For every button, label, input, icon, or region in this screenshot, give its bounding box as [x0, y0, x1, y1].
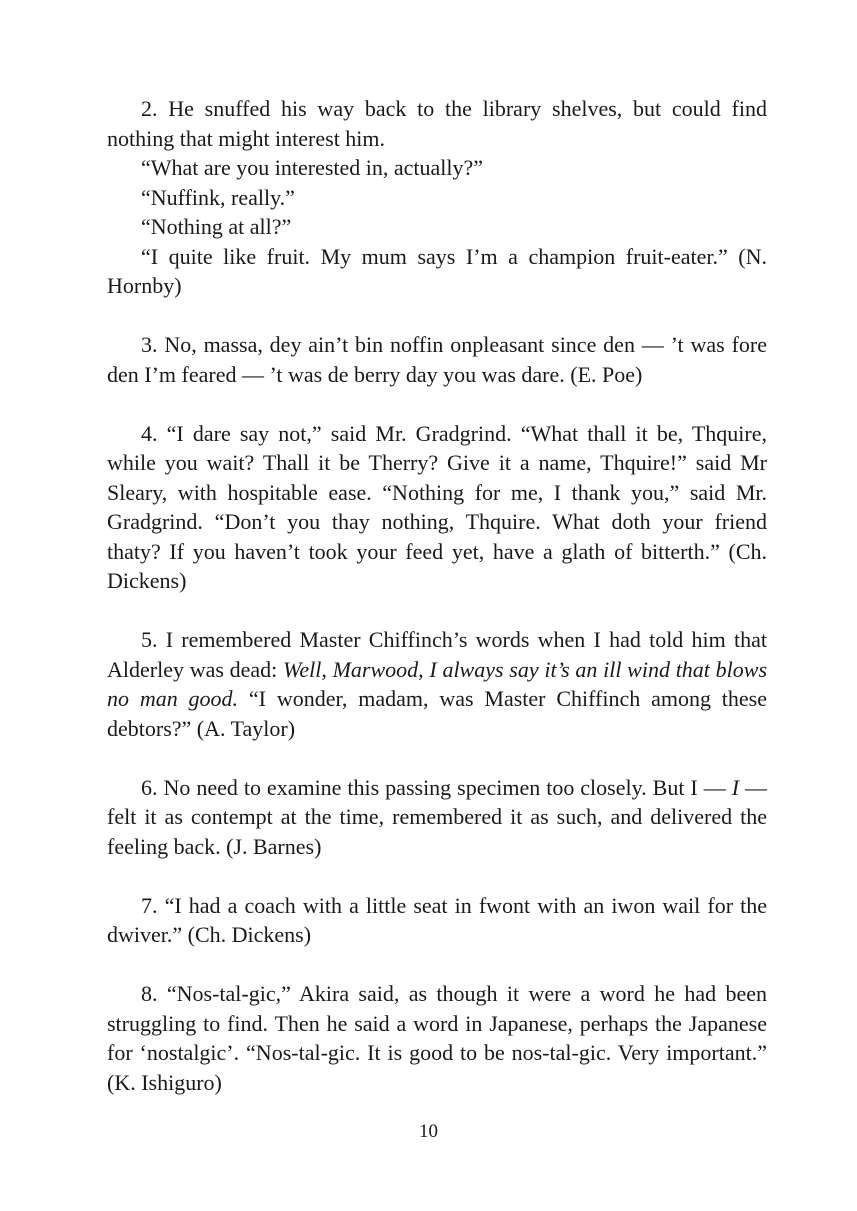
exercise-7: 7. “I had a coach with a little seat in fwont with an iwon wail for the dwiver.” (Ch. Dickens): [107, 892, 767, 947]
paragraph-gap: [107, 950, 767, 980]
paragraph-gap: [107, 596, 767, 626]
paragraph-gap: [107, 389, 767, 419]
exercise-6: [107, 773, 767, 862]
exercise-2-line-4: “Nothing at all?”: [141, 214, 292, 239]
page-body: [107, 94, 767, 1097]
exercise-2-line-1: 2. He snuffed his way back to the library shelves, but could find nothing that might interest him.: [107, 96, 767, 151]
exercise-2-line-5: “I quite like fruit. My mum says I’m a champion fruit-eater.” (N. Hornby): [107, 243, 767, 298]
exercise-6-text-after: — felt it as contempt at the time, remembered it as such, and delivered the feeling back. (J. Barnes): [107, 774, 768, 859]
exercise-3: 3. No, massa, dey ain’t bin noffin onpleasant since den — ’t was fore den I’m feared — ’t was de berry day you was dare. (E. Poe): [107, 332, 767, 387]
exercise-2-line-2: “What are you interested in, actually?”: [141, 155, 484, 180]
exercise-2-line-3: “Nuffink, really.”: [141, 184, 295, 210]
exercise-5: [107, 625, 767, 743]
exercise-5-italic-quote: Well, Marwood, I always say it’s an ill wind that blows no man good.: [107, 656, 768, 711]
exercise-8: 8. “Nos-tal-gic,” Akira said, as though it were a word he had been struggling to find. Then he said a word in Japanese, perhaps the Japanese for ‘nostalgic’. “Nos-tal-gic. It is good to be nos-tal-gic. Very important.” (K. Ishiguro): [107, 981, 767, 1095]
exercise-6-text-before: 6. No need to examine this passing specimen too closely. But I —: [141, 774, 732, 800]
exercise-5-text-before: 5. I remembered Master Chiffinch’s words when I had told him that Alderley was dead:: [107, 627, 767, 682]
paragraph-gap: [107, 743, 767, 773]
exercise-6-italic-word: I: [731, 774, 740, 800]
paragraph-gap: [107, 301, 767, 331]
exercise-4: 4. “I dare say not,” said Mr. Gradgrind. “What thall it be, Thquire, while you wait? Thall it be Therry? Give it a name, Thquire!” said Mr Sleary, with hospitable ease. “Nothing for me, I thank you,” said Mr. Gradgrind. “Don’t you thay nothing, Thquire. What doth your friend thaty? If you haven’t took your feed yet, have a glath of bitterth.” (Ch. Dickens): [107, 420, 767, 593]
page-number: 10: [419, 1121, 438, 1142]
paragraph-gap: [107, 861, 767, 891]
exercise-5-text-after: “I wonder, madam, was Master Chiffinch among these debtors?” (A. Taylor): [107, 686, 767, 741]
